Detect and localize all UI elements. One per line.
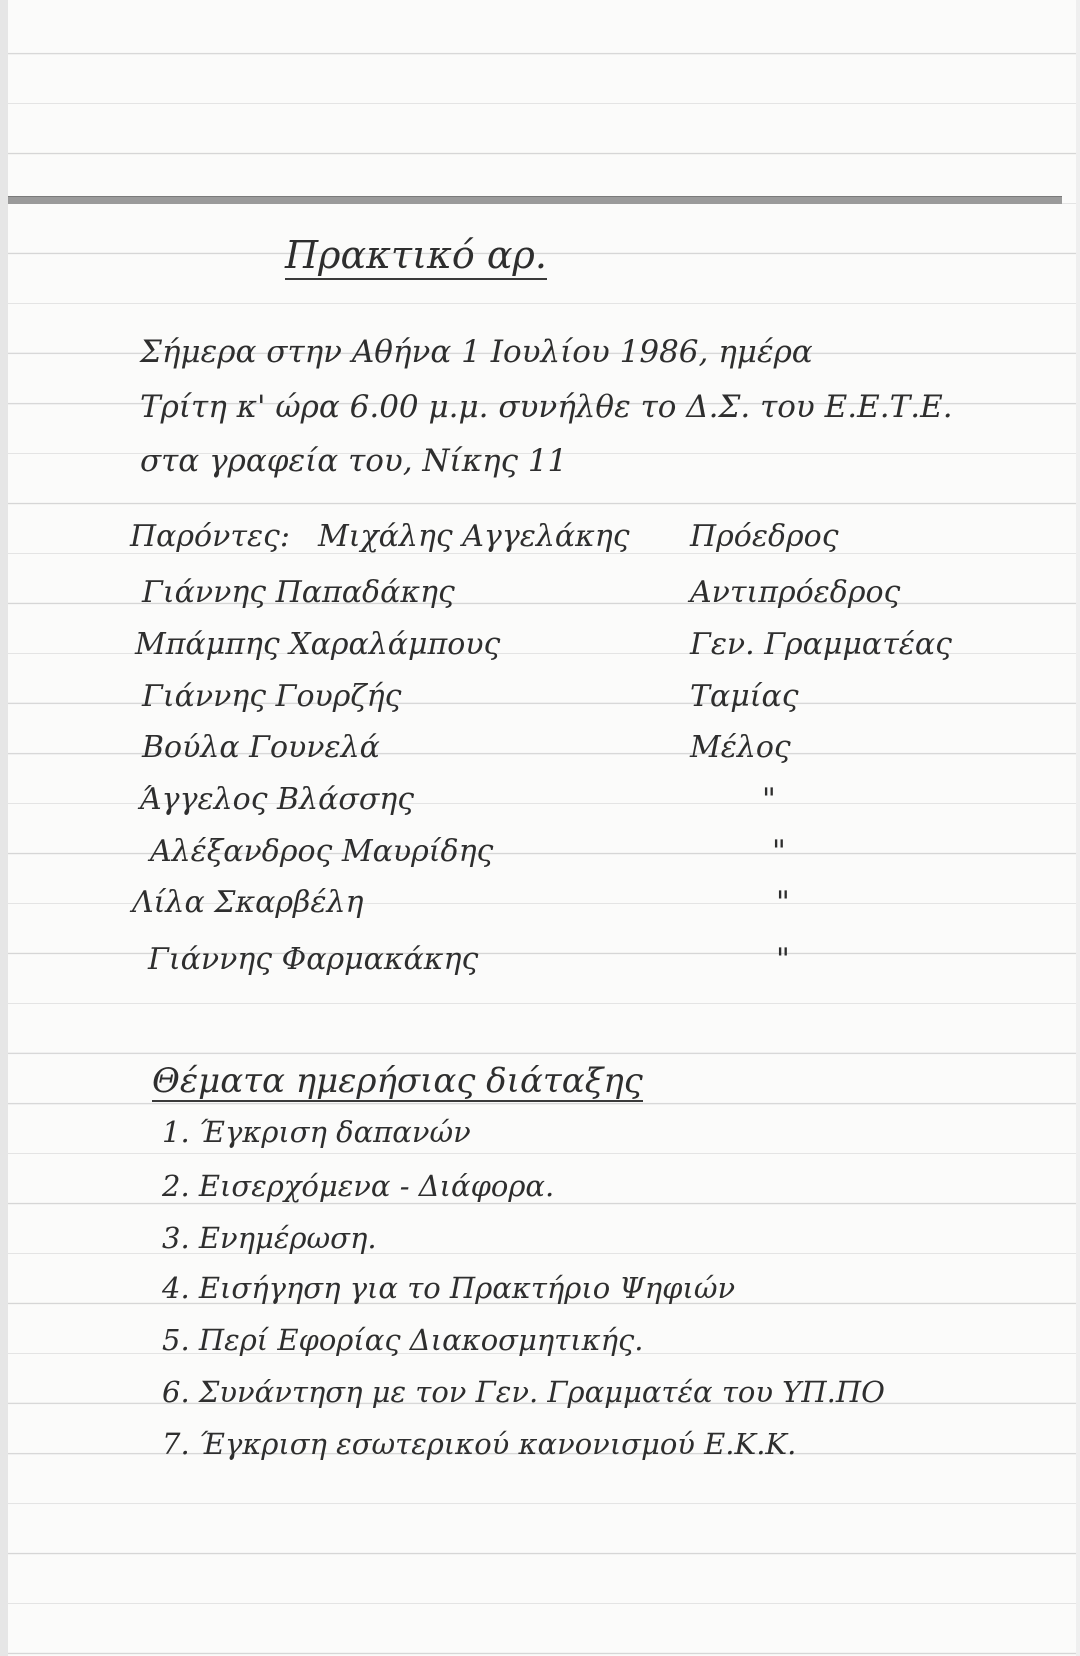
attendee-name: Λίλα Σκαρβέλη	[132, 885, 364, 920]
page-left-margin	[0, 0, 8, 1656]
agenda-item: 4. Εισήγηση για το Πρακτήριο Ψηφιών	[162, 1271, 736, 1305]
header-double-rule	[8, 196, 1062, 204]
attendee-name: Άγγελος Βλάσσης	[140, 782, 415, 817]
attendee-name: Βούλα Γουνελά	[142, 730, 380, 765]
attendee-role: Ταμίας	[690, 679, 799, 714]
attendee-role: Μέλος	[690, 730, 791, 765]
agenda-item: 5. Περί Εφορίας Διακοσμητικής.	[162, 1323, 644, 1357]
attendee-name: Αλέξανδρος Μαυρίδης	[150, 834, 494, 869]
attendee-role: Πρόεδρος	[690, 519, 839, 554]
minutes-title: Πρακτικό αρ.	[285, 236, 547, 280]
agenda-item: 2. Εισερχόμενα - Διάφορα.	[162, 1169, 555, 1203]
attendee-role: Γεν. Γραμματέας	[690, 627, 952, 662]
agenda-item: 7. Έγκριση εσωτερικού κανονισμού Ε.Κ.Κ.	[162, 1427, 797, 1461]
attendee-name: Μιχάλης Αγγελάκης	[318, 519, 630, 554]
agenda-item: 6. Συνάντηση με τον Γεν. Γραμματέα του ΥΠ.ΠΟ	[162, 1375, 885, 1409]
attendee-role: "	[776, 885, 790, 920]
intro-line-1: Σήμερα στην Αθήνα 1 Ιουλίου 1986, ημέρα	[140, 334, 813, 370]
attendee-role: "	[772, 834, 786, 869]
intro-line-2: Τρίτη κ' ώρα 6.00 μ.μ. συνήλθε το Δ.Σ. του Ε.Ε.Τ.Ε.	[140, 389, 953, 425]
attendee-name: Γιάννης Παπαδάκης	[142, 575, 455, 610]
agenda-item: 1. Έγκριση δαπανών	[162, 1115, 471, 1149]
attendee-role: "	[776, 942, 790, 977]
agenda-title: Θέματα ημερήσιας διάταξης	[152, 1061, 643, 1101]
attendee-name: Γιάννης Φαρμακάκης	[148, 942, 479, 977]
agenda-item: 3. Ενημέρωση.	[162, 1221, 377, 1255]
attendees-label: Παρόντες:	[130, 519, 290, 554]
attendee-name: Μπάμπης Χαραλάμπους	[135, 627, 501, 662]
intro-line-3: στα γραφεία του, Νίκης 11	[140, 443, 568, 479]
attendee-role: Αντιπρόεδρος	[690, 575, 901, 610]
attendee-name: Γιάννης Γουρζής	[142, 679, 402, 714]
attendee-role: "	[762, 782, 776, 817]
page-right-edge	[1076, 0, 1080, 1656]
